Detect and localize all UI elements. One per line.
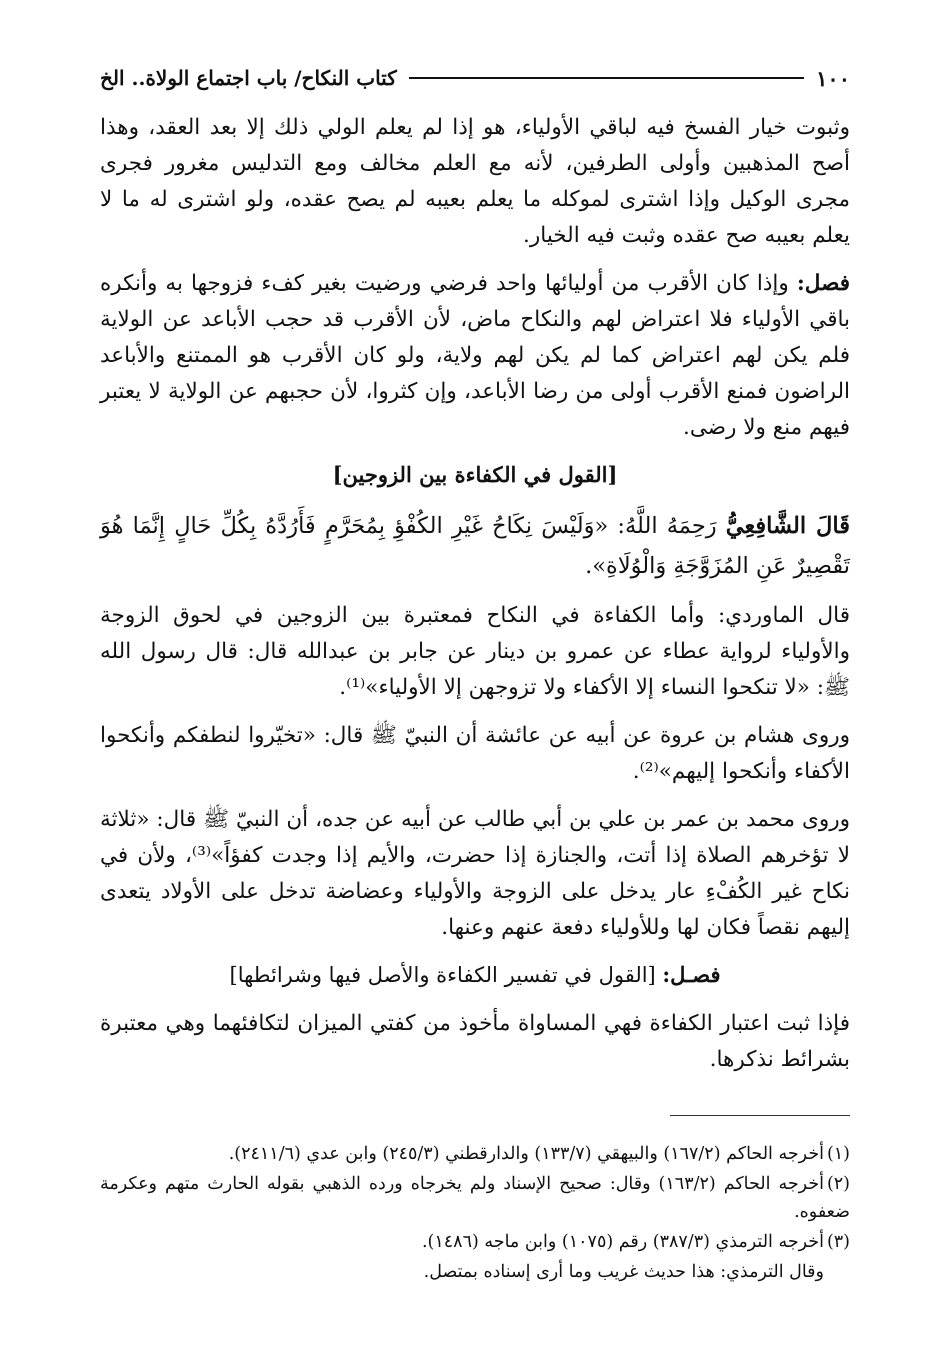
section-lead: فصل: [796, 271, 850, 296]
footnote-number: (٢) [826, 1174, 850, 1194]
footnote-continuation: وقال الترمذي: هذا حديث غريب وما أرى إسناده بمتصل. [423, 1262, 824, 1282]
footnote-separator [670, 1115, 850, 1116]
section-heading-2 [100, 958, 850, 992]
paragraph [100, 1006, 850, 1078]
paragraph-text: فإذا ثبت اعتبار الكفاءة فهي المساواة مأخوذ من كفتي الميزان لتكافئهما وهي معتبرة بشرائط نذكرها. [100, 1011, 850, 1072]
main-text [100, 110, 850, 1090]
footnote-number: (١) [826, 1144, 850, 1164]
paragraph-text: وروى هشام بن عروة عن أبيه عن عائشة أن النبيّ ﷺ قال: «تخيّروا لنطفكم وأنكحوا الأكفاء وأنكحوا إليهم»⁽²⁾. [100, 723, 850, 784]
paragraph [100, 266, 850, 446]
section-heading: [القول في الكفاءة بين الزوجين] [332, 462, 618, 487]
section-title: [القول في تفسير الكفاءة والأصل فيها وشرائطها] [229, 963, 663, 987]
footnote [100, 1228, 850, 1256]
paragraph [100, 110, 850, 254]
footnotes [100, 1140, 850, 1288]
quote-speaker: قَالَ الشَّافِعِيُّ [725, 513, 850, 539]
paragraph-text: وإذا كان الأقرب من أوليائها واحد فرضي ورضيت بغير كفء فزوجها به وأنكره باقي الأولياء فلا اعتراض لهم والنكاح ماض، لأن الأقرب قد حجب الأباعد عن الولاية فلم يكن لهم اعتراض كما لم يكن لهم ولاية، ولو كان الأقرب هو الممتنع والأباعد الراضون فمنع الأقرب أولى من رضا الأباعد، وإن كثروا، لأن حجبهم عن الولاية لا يعتبر فيهم منع ولا رضى. [100, 271, 851, 440]
page-header [100, 60, 850, 96]
paragraph-text: وثبوت خيار الفسخ فيه لباقي الأولياء، هو إذا لم يعلم الولي ذلك إلا بعد العقد، وهذا أصح المذهبين وأولى الطرفين، لأنه مع العلم مخالف ومع التدليس مغرور فجرى مجرى الوكيل وإذا اشترى لموكله ما يعلم بعيبه لم يصح عقده، ولو اشترى له ما لا يعلم بعيبه صح عقده وثبت فيه الخيار. [100, 115, 850, 248]
quote-text: رَحِمَهُ اللَّهُ: «وَلَيْسَ نِكَاحُ غَيْرِ الكُفْؤِ بِمُحَرَّمٍ فَأَرُدَّهُ بِكُلِّ حَالٍ إِنَّمَا هُوَ تَقْصِيرٌ عَنِ المُزَوَّجَةِ وَالْوُلَاةِ». [100, 513, 850, 579]
paragraph [100, 598, 850, 706]
paragraph [100, 802, 850, 946]
footnote [100, 1140, 850, 1168]
paragraph [100, 718, 850, 790]
footnote [100, 1170, 850, 1226]
footnote-number: (٣) [826, 1232, 850, 1252]
footnote-text: أخرجه الترمذي (٣٨٧/٣) رقم (١٠٧٥) وابن ماجه (١٤٨٦). [421, 1232, 824, 1252]
running-title: كتاب النكاح/ باب اجتماع الولاة.. الخ [100, 66, 397, 90]
quote-paragraph [100, 506, 850, 586]
header-rule [409, 77, 804, 79]
page-number: ١٠٠ [816, 65, 850, 91]
footnote-text: أخرجه الحاكم (١٦٧/٢) والبيهقي (١٣٣/٧) والدارقطني (٢٤٥/٣) وابن عدي (٢٤١١/٦). [228, 1144, 824, 1164]
paragraph-text: وروى محمد بن عمر بن علي بن أبي طالب عن أبيه عن جده، أن النبيّ ﷺ قال: «ثلاثة لا تؤخرهم الصلاة إذا أتت، والجنازة إذا حضرت، والأيم إذا وجدت كفؤاً»⁽³⁾، ولأن في نكاح غير الكُفْءِ عار يدخل على الزوجة والأولياء وعضاضة تدخل على الأولاد يتعدى إليهم نقصاً فكان لها وللأولياء دفعة عنهم وعنها. [100, 807, 850, 940]
section-lead: فصـل: [662, 962, 721, 987]
paragraph-text: قال الماوردي: وأما الكفاءة في النكاح فمعتبرة بين الزوجين في لحوق الزوجة والأولياء لرواية عطاء عن عمرو بن دينار عن جابر بن عبدالله قال: قال رسول الله ﷺ: «لا تنكحوا النساء إلا الأكفاء ولا تزوجهن إلا الأولياء»⁽¹⁾. [100, 603, 850, 700]
footnote-text: أخرجه الحاكم (١٦٣/٢) وقال: صحيح الإسناد ولم يخرجاه ورده الذهبي بقوله الحارث متهم وعكرمة ضعفوه. [100, 1174, 850, 1222]
